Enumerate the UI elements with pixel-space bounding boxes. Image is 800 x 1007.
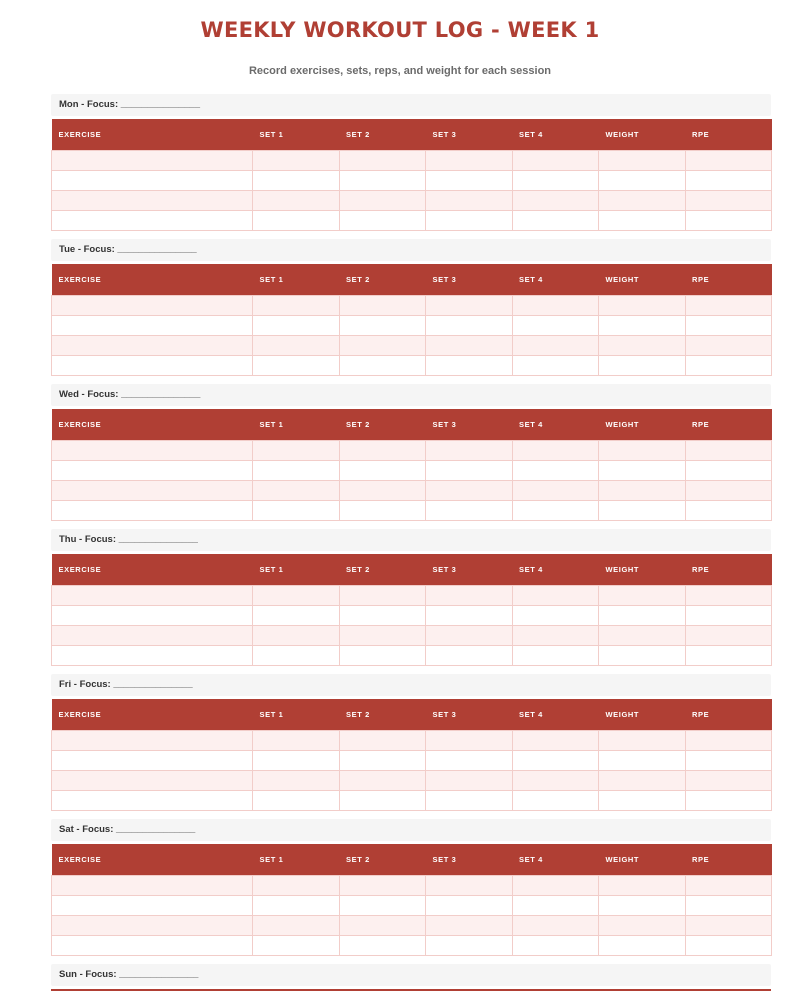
- table-cell[interactable]: [253, 770, 340, 790]
- header-set-4: SET 4: [512, 699, 599, 730]
- header-set-3: SET 3: [426, 119, 513, 150]
- header-set-4: SET 4: [512, 844, 599, 875]
- table-cell[interactable]: [685, 770, 772, 790]
- table-cell[interactable]: [512, 605, 599, 625]
- header-set-1: SET 1: [253, 119, 340, 150]
- page-title: WEEKLY WORKOUT LOG - WEEK 1: [200, 18, 600, 42]
- table-cell[interactable]: [685, 645, 772, 665]
- table-cell[interactable]: [426, 355, 513, 375]
- table-cell[interactable]: [339, 210, 426, 230]
- header-rpe: RPE: [685, 554, 772, 585]
- table-cell[interactable]: [339, 500, 426, 520]
- table-cell[interactable]: [339, 480, 426, 500]
- table-cell[interactable]: [52, 500, 253, 520]
- table-cell[interactable]: [599, 770, 686, 790]
- header-rpe: RPE: [685, 119, 772, 150]
- table-cell[interactable]: [685, 170, 772, 190]
- header-set-4: SET 4: [512, 264, 599, 295]
- table-cell[interactable]: [253, 915, 340, 935]
- table-cell[interactable]: [426, 315, 513, 335]
- header-rpe: RPE: [685, 699, 772, 730]
- table-cell[interactable]: [52, 210, 253, 230]
- table-row: [52, 210, 772, 230]
- table-cell[interactable]: [599, 480, 686, 500]
- table-header-edge: [51, 989, 771, 991]
- table-cell[interactable]: [52, 150, 253, 170]
- table-cell[interactable]: [52, 190, 253, 210]
- table-cell[interactable]: [512, 875, 599, 895]
- header-exercise: EXERCISE: [52, 119, 253, 150]
- table-cell[interactable]: [512, 170, 599, 190]
- header-exercise: EXERCISE: [52, 264, 253, 295]
- table-cell[interactable]: [339, 440, 426, 460]
- table-cell[interactable]: [339, 605, 426, 625]
- table-row: [52, 730, 772, 750]
- table-cell[interactable]: [339, 585, 426, 605]
- header-exercise: EXERCISE: [52, 844, 253, 875]
- table-cell[interactable]: [253, 210, 340, 230]
- day-section-tue: [51, 239, 771, 376]
- header-weight: WEIGHT: [599, 264, 686, 295]
- table-cell[interactable]: [685, 605, 772, 625]
- day-focus-label: Sun - Focus: _______________: [51, 964, 771, 986]
- table-cell[interactable]: [685, 355, 772, 375]
- table-row: [52, 500, 772, 520]
- table-cell[interactable]: [253, 585, 340, 605]
- table-cell[interactable]: [339, 895, 426, 915]
- header-rpe: RPE: [685, 264, 772, 295]
- table-cell[interactable]: [599, 750, 686, 770]
- day-focus-label: Wed - Focus: _______________: [51, 384, 771, 406]
- header-exercise: EXERCISE: [52, 699, 253, 730]
- table-cell[interactable]: [253, 605, 340, 625]
- table-cell[interactable]: [685, 210, 772, 230]
- table-cell[interactable]: [52, 875, 253, 895]
- table-cell[interactable]: [339, 335, 426, 355]
- table-cell[interactable]: [599, 295, 686, 315]
- table-cell[interactable]: [253, 895, 340, 915]
- table-cell[interactable]: [685, 625, 772, 645]
- table-cell[interactable]: [339, 935, 426, 955]
- day-section-fri: [51, 674, 771, 811]
- table-cell[interactable]: [253, 480, 340, 500]
- table-cell[interactable]: [253, 295, 340, 315]
- table-cell[interactable]: [339, 645, 426, 665]
- header-set-1: SET 1: [253, 264, 340, 295]
- table-cell[interactable]: [253, 645, 340, 665]
- table-cell[interactable]: [426, 915, 513, 935]
- table-cell[interactable]: [339, 730, 426, 750]
- table-cell[interactable]: [253, 790, 340, 810]
- table-cell[interactable]: [599, 315, 686, 335]
- table-row: [52, 895, 772, 915]
- table-cell[interactable]: [512, 150, 599, 170]
- table-cell[interactable]: [52, 295, 253, 315]
- table-cell[interactable]: [685, 500, 772, 520]
- table-cell[interactable]: [599, 730, 686, 750]
- table-cell[interactable]: [685, 335, 772, 355]
- header-set-1: SET 1: [253, 554, 340, 585]
- workout-table: [51, 119, 772, 231]
- table-cell[interactable]: [426, 440, 513, 460]
- table-cell[interactable]: [52, 730, 253, 750]
- table-cell[interactable]: [512, 585, 599, 605]
- table-row: [52, 790, 772, 810]
- table-cell[interactable]: [512, 935, 599, 955]
- table-cell[interactable]: [52, 935, 253, 955]
- table-cell[interactable]: [426, 295, 513, 315]
- table-row: [52, 770, 772, 790]
- table-cell[interactable]: [426, 460, 513, 480]
- table-cell[interactable]: [253, 335, 340, 355]
- table-cell[interactable]: [685, 190, 772, 210]
- table-cell[interactable]: [512, 625, 599, 645]
- table-cell[interactable]: [426, 895, 513, 915]
- table-cell[interactable]: [253, 355, 340, 375]
- table-cell[interactable]: [253, 730, 340, 750]
- workout-table: [51, 699, 772, 811]
- table-cell[interactable]: [253, 500, 340, 520]
- table-cell[interactable]: [685, 915, 772, 935]
- table-row: [52, 150, 772, 170]
- table-row: [52, 625, 772, 645]
- table-cell[interactable]: [52, 480, 253, 500]
- table-cell[interactable]: [599, 355, 686, 375]
- header-set-3: SET 3: [426, 844, 513, 875]
- table-cell[interactable]: [52, 170, 253, 190]
- table-cell[interactable]: [599, 460, 686, 480]
- table-cell[interactable]: [512, 480, 599, 500]
- table-cell[interactable]: [426, 935, 513, 955]
- header-set-2: SET 2: [339, 264, 426, 295]
- table-cell[interactable]: [52, 440, 253, 460]
- table-cell[interactable]: [685, 480, 772, 500]
- table-cell[interactable]: [339, 295, 426, 315]
- table-cell[interactable]: [599, 170, 686, 190]
- header-set-2: SET 2: [339, 119, 426, 150]
- table-cell[interactable]: [685, 315, 772, 335]
- table-cell[interactable]: [512, 315, 599, 335]
- table-cell[interactable]: [253, 875, 340, 895]
- table-cell[interactable]: [253, 190, 340, 210]
- header-weight: WEIGHT: [599, 119, 686, 150]
- table-cell[interactable]: [599, 645, 686, 665]
- header-set-2: SET 2: [339, 699, 426, 730]
- table-cell[interactable]: [253, 935, 340, 955]
- header-weight: WEIGHT: [599, 554, 686, 585]
- table-cell[interactable]: [339, 355, 426, 375]
- day-focus-label: Tue - Focus: _______________: [51, 239, 771, 261]
- table-cell[interactable]: [52, 335, 253, 355]
- table-cell[interactable]: [685, 750, 772, 770]
- header-weight: WEIGHT: [599, 699, 686, 730]
- table-cell[interactable]: [339, 315, 426, 335]
- table-cell[interactable]: [426, 335, 513, 355]
- table-cell[interactable]: [426, 750, 513, 770]
- day-section-sun: [51, 964, 771, 991]
- table-cell[interactable]: [52, 645, 253, 665]
- header-set-3: SET 3: [426, 699, 513, 730]
- table-cell[interactable]: [426, 790, 513, 810]
- table-cell[interactable]: [426, 170, 513, 190]
- table-cell[interactable]: [339, 750, 426, 770]
- table-cell[interactable]: [52, 585, 253, 605]
- table-cell[interactable]: [685, 585, 772, 605]
- table-row: [52, 355, 772, 375]
- table-cell[interactable]: [52, 750, 253, 770]
- header-exercise: EXERCISE: [52, 554, 253, 585]
- table-row: [52, 335, 772, 355]
- table-cell[interactable]: [599, 210, 686, 230]
- table-row: [52, 295, 772, 315]
- table-row: [52, 645, 772, 665]
- header-set-1: SET 1: [253, 699, 340, 730]
- table-row: [52, 915, 772, 935]
- table-row: [52, 605, 772, 625]
- table-cell[interactable]: [339, 460, 426, 480]
- table-cell[interactable]: [512, 440, 599, 460]
- table-cell[interactable]: [599, 335, 686, 355]
- table-cell[interactable]: [426, 770, 513, 790]
- table-cell[interactable]: [599, 625, 686, 645]
- table-cell[interactable]: [599, 875, 686, 895]
- table-row: [52, 190, 772, 210]
- header-set-3: SET 3: [426, 554, 513, 585]
- table-row: [52, 440, 772, 460]
- table-cell[interactable]: [253, 625, 340, 645]
- table-cell[interactable]: [426, 480, 513, 500]
- table-header-row: [52, 699, 772, 730]
- day-section-mon: [51, 94, 771, 231]
- table-cell[interactable]: [339, 150, 426, 170]
- table-cell[interactable]: [685, 295, 772, 315]
- table-header-row: [52, 554, 772, 585]
- table-cell[interactable]: [52, 770, 253, 790]
- table-cell[interactable]: [253, 750, 340, 770]
- table-cell[interactable]: [339, 190, 426, 210]
- page-subtitle: Record exercises, sets, reps, and weight for each session: [248, 65, 552, 77]
- day-focus-label: Sat - Focus: _______________: [51, 819, 771, 841]
- table-header-row: [52, 844, 772, 875]
- table-cell[interactable]: [599, 440, 686, 460]
- table-cell[interactable]: [426, 500, 513, 520]
- table-cell[interactable]: [685, 790, 772, 810]
- table-cell[interactable]: [512, 790, 599, 810]
- table-cell[interactable]: [599, 585, 686, 605]
- table-cell[interactable]: [512, 355, 599, 375]
- header-set-2: SET 2: [339, 554, 426, 585]
- table-cell[interactable]: [339, 770, 426, 790]
- table-cell[interactable]: [52, 895, 253, 915]
- header-set-2: SET 2: [339, 409, 426, 440]
- table-cell[interactable]: [339, 790, 426, 810]
- header-weight: WEIGHT: [599, 409, 686, 440]
- table-cell[interactable]: [426, 190, 513, 210]
- table-row: [52, 315, 772, 335]
- workout-table: [51, 554, 772, 666]
- table-cell[interactable]: [52, 625, 253, 645]
- day-section-thu: [51, 529, 771, 666]
- table-cell[interactable]: [685, 440, 772, 460]
- table-cell[interactable]: [339, 625, 426, 645]
- table-cell[interactable]: [599, 935, 686, 955]
- day-section-sat: [51, 819, 771, 956]
- table-cell[interactable]: [512, 500, 599, 520]
- header-rpe: RPE: [685, 844, 772, 875]
- table-cell[interactable]: [52, 355, 253, 375]
- table-cell[interactable]: [512, 210, 599, 230]
- table-cell[interactable]: [512, 190, 599, 210]
- day-focus-label: Thu - Focus: _______________: [51, 529, 771, 551]
- table-cell[interactable]: [512, 335, 599, 355]
- table-cell[interactable]: [426, 150, 513, 170]
- table-cell[interactable]: [253, 315, 340, 335]
- table-cell[interactable]: [253, 150, 340, 170]
- table-cell[interactable]: [339, 170, 426, 190]
- table-cell[interactable]: [339, 915, 426, 935]
- table-cell[interactable]: [52, 915, 253, 935]
- table-cell[interactable]: [685, 150, 772, 170]
- table-cell[interactable]: [599, 790, 686, 810]
- table-cell[interactable]: [52, 790, 253, 810]
- table-cell[interactable]: [253, 440, 340, 460]
- table-cell[interactable]: [685, 895, 772, 915]
- workout-table: [51, 264, 772, 376]
- day-section-wed: [51, 384, 771, 521]
- workout-table: [51, 409, 772, 521]
- table-header-row: [52, 264, 772, 295]
- table-cell[interactable]: [512, 895, 599, 915]
- table-row: [52, 935, 772, 955]
- header-set-2: SET 2: [339, 844, 426, 875]
- table-cell[interactable]: [426, 645, 513, 665]
- table-cell[interactable]: [599, 895, 686, 915]
- header-rpe: RPE: [685, 409, 772, 440]
- table-cell[interactable]: [426, 585, 513, 605]
- table-cell[interactable]: [512, 295, 599, 315]
- header-set-3: SET 3: [426, 264, 513, 295]
- table-row: [52, 875, 772, 895]
- workout-table: [51, 844, 772, 956]
- header-set-4: SET 4: [512, 554, 599, 585]
- table-cell[interactable]: [599, 190, 686, 210]
- table-cell[interactable]: [685, 730, 772, 750]
- table-cell[interactable]: [52, 460, 253, 480]
- table-cell[interactable]: [685, 460, 772, 480]
- table-cell[interactable]: [512, 460, 599, 480]
- table-cell[interactable]: [599, 915, 686, 935]
- header-set-3: SET 3: [426, 409, 513, 440]
- table-cell[interactable]: [426, 605, 513, 625]
- table-cell[interactable]: [426, 210, 513, 230]
- table-cell[interactable]: [512, 750, 599, 770]
- day-focus-label: Fri - Focus: _______________: [51, 674, 771, 696]
- table-row: [52, 585, 772, 605]
- table-header-row: [52, 119, 772, 150]
- table-cell[interactable]: [426, 625, 513, 645]
- header-set-4: SET 4: [512, 119, 599, 150]
- table-cell[interactable]: [253, 460, 340, 480]
- table-cell[interactable]: [52, 315, 253, 335]
- header-exercise: EXERCISE: [52, 409, 253, 440]
- table-cell[interactable]: [512, 915, 599, 935]
- table-cell[interactable]: [52, 605, 253, 625]
- day-focus-label: Mon - Focus: _______________: [51, 94, 771, 116]
- table-cell[interactable]: [253, 170, 340, 190]
- table-row: [52, 480, 772, 500]
- table-cell[interactable]: [599, 605, 686, 625]
- table-cell[interactable]: [512, 730, 599, 750]
- header-set-1: SET 1: [253, 409, 340, 440]
- table-cell[interactable]: [339, 875, 426, 895]
- table-cell[interactable]: [426, 875, 513, 895]
- table-cell[interactable]: [599, 500, 686, 520]
- table-cell[interactable]: [512, 770, 599, 790]
- table-row: [52, 170, 772, 190]
- table-cell[interactable]: [685, 935, 772, 955]
- header-set-1: SET 1: [253, 844, 340, 875]
- table-cell[interactable]: [426, 730, 513, 750]
- table-cell[interactable]: [599, 150, 686, 170]
- table-header-row: [52, 409, 772, 440]
- table-cell[interactable]: [512, 645, 599, 665]
- header-set-4: SET 4: [512, 409, 599, 440]
- table-cell[interactable]: [685, 875, 772, 895]
- table-row: [52, 750, 772, 770]
- header-weight: WEIGHT: [599, 844, 686, 875]
- table-row: [52, 460, 772, 480]
